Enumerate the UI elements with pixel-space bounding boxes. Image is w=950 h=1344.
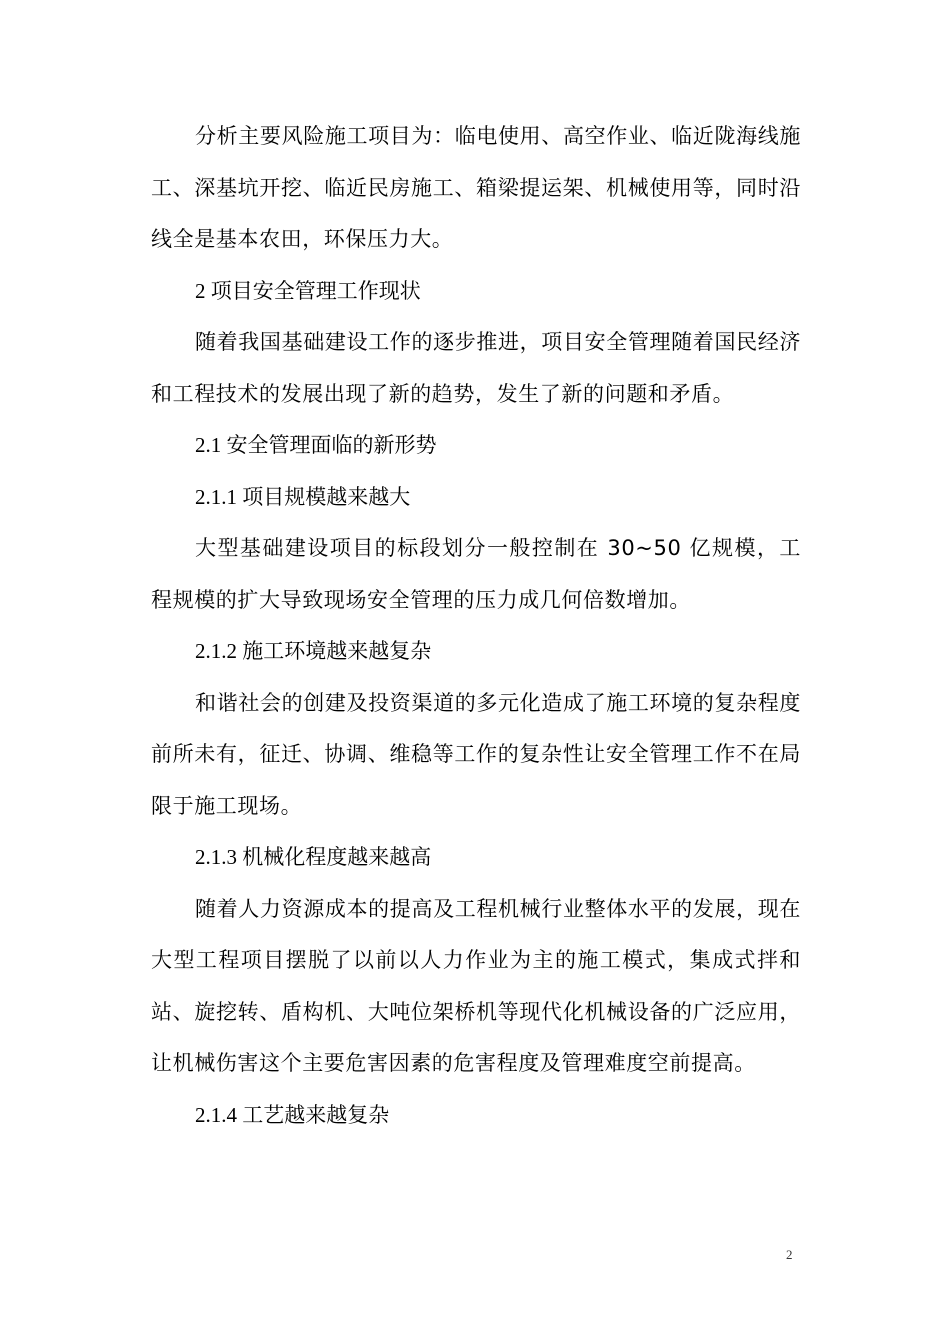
document-body — [151, 111, 801, 1141]
heading-section-2-1: 2.1 安全管理面临的新形势 — [195, 433, 437, 457]
paragraph-project-scale: 大型基础建设项目的标段划分一般控制在 30~50 亿规模，工程规模的扩大导致现场安全管理的压力成几何倍数增加。 — [151, 536, 801, 612]
heading-section-2: 2 项目安全管理工作现状 — [195, 278, 421, 303]
page-number: 2 — [786, 1247, 793, 1262]
paragraph-new-trends: 随着我国基础建设工作的逐步推进，项目安全管理随着国民经济和工程技术的发展出现了新的趋势，发生了新的问题和矛盾。 — [151, 330, 801, 406]
heading-section-2-1-4: 2.1.4 工艺越来越复杂 — [195, 1102, 390, 1127]
paragraph-mechanization: 随着人力资源成本的提高及工程机械行业整体水平的发展，现在大型工程项目摆脱了以前以人力作业为主的施工模式，集成式拌和站、旋挖转、盾构机、大吨位架桥机等现代化机械设备的广泛应用，让机械伤害这个主要危害因素的危害程度及管理难度空前提高。 — [151, 896, 801, 1075]
heading-section-2-1-3: 2.1.3 机械化程度越来越高 — [195, 845, 432, 869]
paragraph-risk-projects: 分析主要风险施工项目为：临电使用、高空作业、临近陇海线施工、深基坑开挖、临近民房施工、箱梁提运架、机械使用等，同时沿线全是基本农田，环保压力大。 — [151, 124, 801, 251]
heading-section-2-1-2: 2.1.2 施工环境越来越复杂 — [195, 639, 432, 663]
paragraph-environment: 和谐社会的创建及投资渠道的多元化造成了施工环境的复杂程度前所未有，征迁、协调、维稳等工作的复杂性让安全管理工作不在局限于施工现场。 — [151, 690, 801, 818]
heading-section-2-1-1: 2.1.1 项目规模越来越大 — [195, 484, 411, 509]
